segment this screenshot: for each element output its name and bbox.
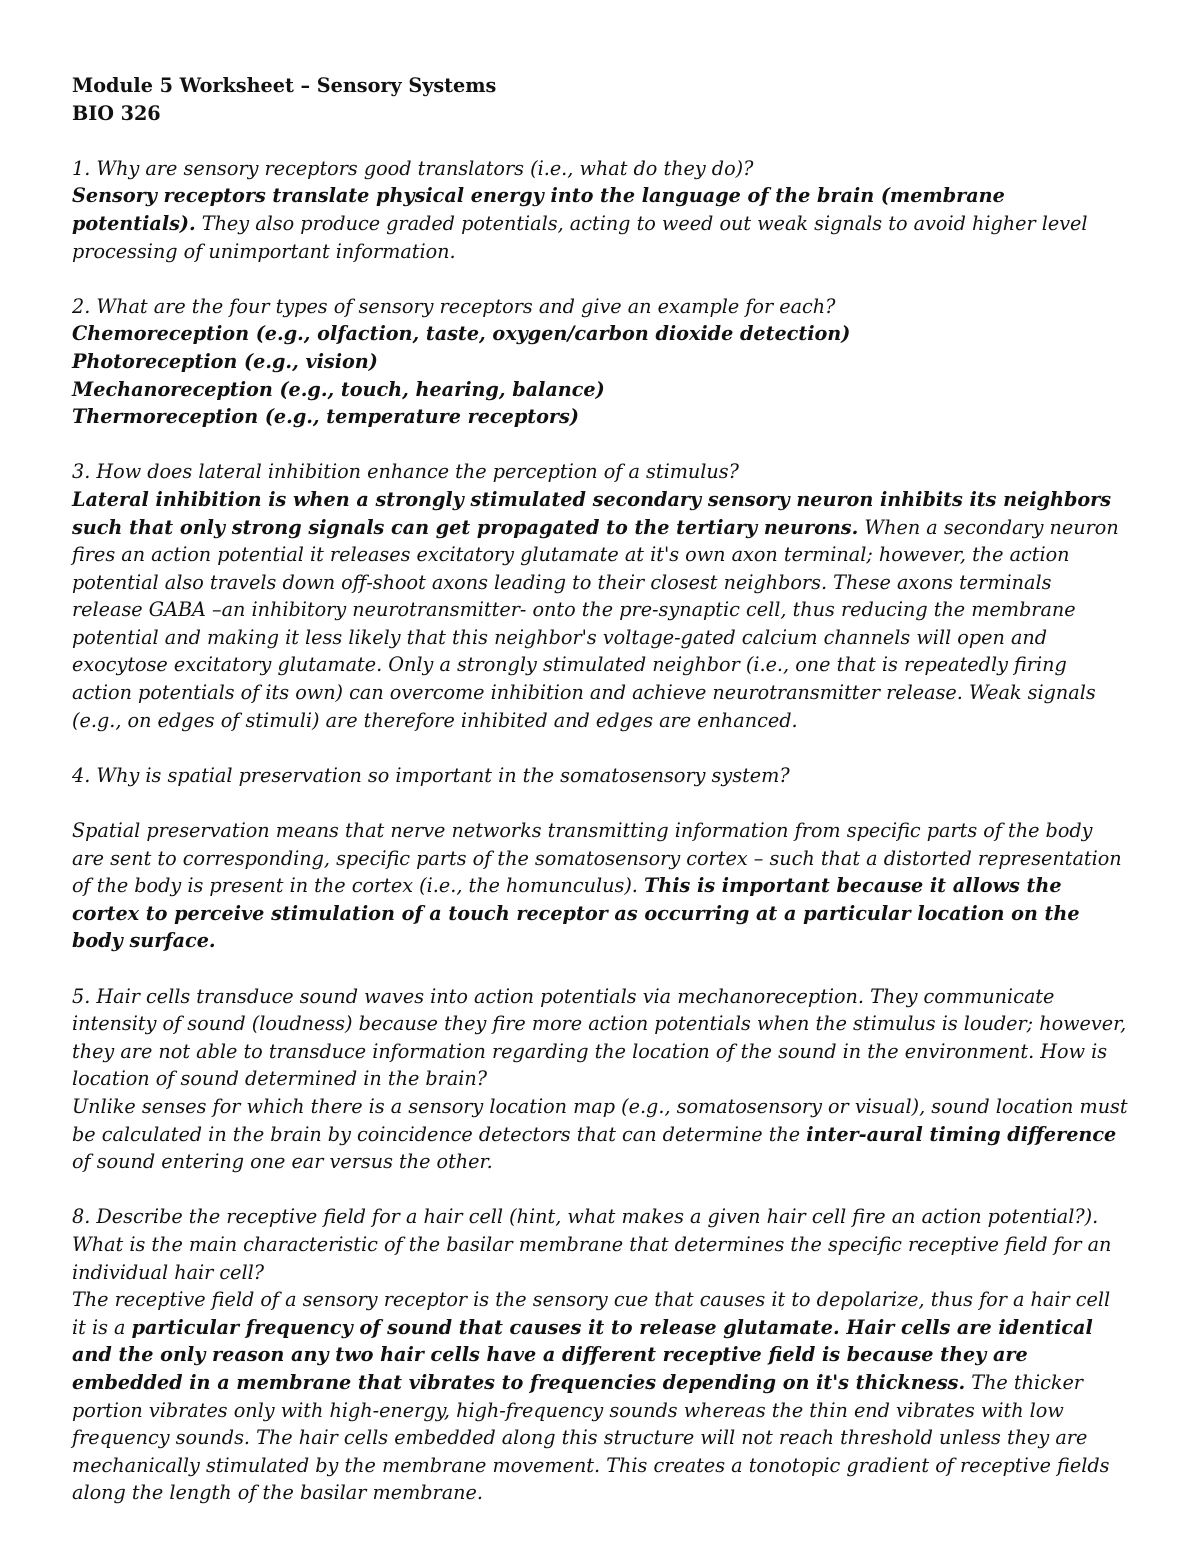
question-1-text: 1. Why are sensory receptors good translators (i.e., what do they do)? [72, 156, 754, 180]
answer-5-post: of sound entering one ear versus the other. [72, 1150, 493, 1174]
answer-2-item: Photoreception (e.g., vision) [72, 349, 378, 373]
answer-1 [72, 182, 1128, 265]
question-3 [72, 458, 1128, 734]
answer-2-item: Chemoreception (e.g., olfaction, taste, oxygen/carbon dioxide detection) [72, 322, 851, 346]
answer-5-pre: Unlike senses for which there is a sensory location map (e.g., somatosensory or visual), sound location must be calculated in the brain by coincidence detectors that can determine the [72, 1094, 1128, 1146]
question-1 [72, 155, 1128, 265]
answer-5-bold: inter-aural timing difference [806, 1122, 1117, 1146]
answer-4 [72, 817, 1128, 955]
answer-5 [72, 1093, 1128, 1176]
question-4 [72, 762, 1128, 955]
answer-1-rest: They also produce graded potentials, acting to weed out weak signals to avoid higher level processing of unimportant information. [72, 211, 1088, 263]
answer-8 [72, 1286, 1128, 1507]
question-8 [72, 1203, 1128, 1507]
question-5 [72, 983, 1128, 1176]
question-5-text: 5. Hair cells transduce sound waves into action potentials via mechanoreception. They communicate intensity of sound (loudness) because they fire more action potentials when the stimulus is louder; however, they are not able to transduce information regarding the location of the sound in the environment. How is location of sound determined in the brain? [72, 984, 1127, 1091]
question-3-text: 3. How does lateral inhibition enhance the perception of a stimulus? [72, 460, 739, 484]
worksheet-title: Module 5 Worksheet – Sensory Systems [72, 74, 497, 97]
answer-3 [72, 486, 1128, 734]
answer-3-rest: When a secondary neuron fires an action potential it releases excitatory glutamate at it's own axon terminal; however, the action potential also travels down off-shoot axons leading to their closest neighbors. These axons terminals release GABA –an inhibitory neurotransmitter- onto the pre-synaptic cell, thus reducing the membrane potential and making it less likely that this neighbor's voltage-gated calcium channels will open and exocytose excitatory glutamate. Only a strongly stimulated neighbor (i.e., one that is repeatedly firing action potentials of its own) can overcome inhibition and achieve neurotransmitter release. Weak signals (e.g., on edges of stimuli) are therefore inhibited and edges are enhanced. [72, 515, 1119, 732]
answer-3-bold: Lateral inhibition is when a strongly stimulated secondary sensory neuron inhibits its neighbors such that only strong signals can get propagated to the tertiary neurons. [72, 487, 1112, 539]
answer-8-bold: particular frequency of sound that causes it to release glutamate. Hair cells are identical and the only reason any two hair cells have a different receptive field is because they are embedded in a membrane that vibrates to frequencies depending on it's thickness. [72, 1315, 1093, 1394]
answer-8-pre: The receptive field of a sensory receptor is the sensory cue that causes it to depolarize, thus for a hair cell it is a [72, 1288, 1111, 1339]
answer-4-plain: Spatial preservation means that nerve networks transmitting information from specific parts of the body are sent to corresponding, specific parts of the somatosensory cortex – such that a distorted representation of the body is present in the cortex (i.e., the homunculus). [72, 819, 1122, 898]
question-4-text: 4. Why is spatial preservation so important in the somatosensory system? [72, 763, 790, 787]
question-8-text: 8. Describe the receptive field for a hair cell (hint, what makes a given hair cell fire an action potential?). What is the main characteristic of the basilar membrane that determines the specific receptive field for an individual hair cell? [72, 1205, 1112, 1284]
answer-8-post: The thicker portion vibrates only with high-energy, high-frequency sounds whereas the thin end vibrates with low frequency sounds. The hair cells embedded along this structure will not reach threshold unless they are mechanically stimulated by the membrane movement. This creates a tonotopic gradient of receptive fields along the length of the basilar membrane. [72, 1370, 1110, 1505]
answer-4-bold: This is important because it allows the cortex to perceive stimulation of a touch receptor as occurring at a particular location on the body surface. [72, 874, 1080, 953]
question-2 [72, 293, 1128, 431]
question-2-text: 2. What are the four types of sensory receptors and give an example for each? [72, 294, 836, 318]
course-code: BIO 326 [72, 101, 161, 125]
answer-1-bold: Sensory receptors translate physical energy into the language of the brain (membrane potentials). [72, 184, 1005, 235]
answer-2-item: Mechanoreception (e.g., touch, hearing, balance) [72, 377, 605, 401]
answer-2-item: Thermoreception (e.g., temperature receptors) [72, 405, 579, 429]
